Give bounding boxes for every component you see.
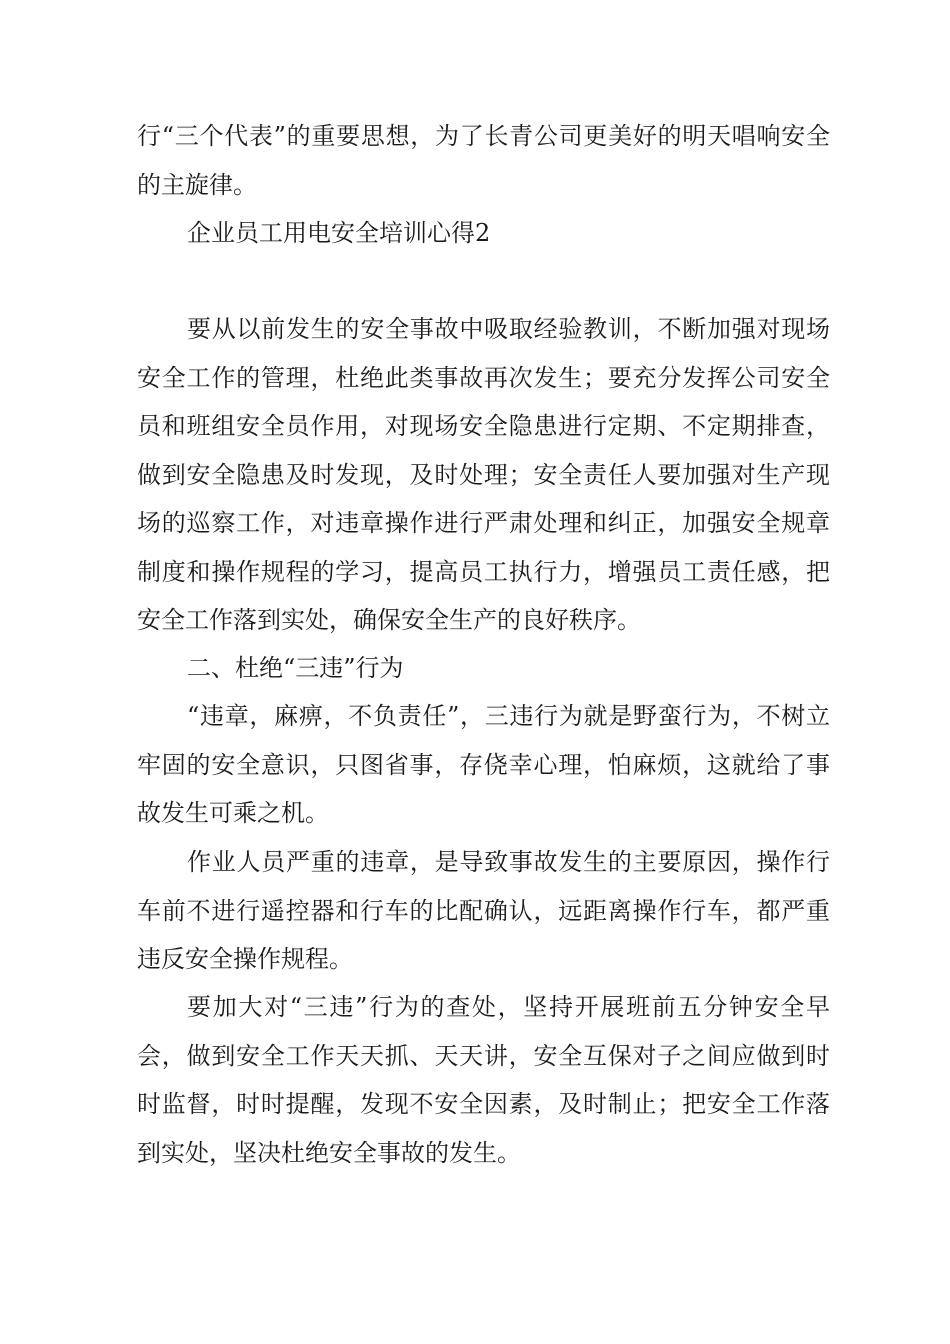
paragraph-body: 作业人员严重的违章，是导致事故发生的主要原因，操作行车前不进行遥控器和行车的比配确认，远距离操作行车，都严重违反安全操作规程。	[137, 848, 830, 973]
paragraph-continuation: 行“三个代表”的重要思想，为了长青公司更美好的明天唱响安全的主旋律。	[137, 122, 830, 199]
paragraph-body: 要加大对“三违”行为的查处，坚持开展班前五分钟安全早会，做到安全工作天天抓、天天讲，安全互保对子之间应做到时时监督，时时提醒，发现不安全因素，及时制止；把安全工作落到实处，坚决杜绝安全事故的发生。	[137, 993, 830, 1167]
section-title: 企业员工用电安全培训心得2	[187, 219, 491, 247]
paragraph-body: “违章，麻痹，不负责任”，三违行为就是野蛮行为，不树立牢固的安全意识，只图省事，存侥幸心理，怕麻烦，这就给了事故发生可乘之机。	[137, 702, 830, 827]
paragraph-body: 要从以前发生的安全事故中吸取经验教训，不断加强对现场安全工作的管理，杜绝此类事故再次发生；要充分发挥公司安全员和班组安全员作用，对现场安全隐患进行定期、不定期排查，做到安全隐患及时发现，及时处理；安全责任人要加强对生产现场的巡察工作，对违章操作进行严肃处理和纠正，加强安全规章制度和操作规程的学习，提高员工执行力，增强员工责任感，把安全工作落到实处，确保安全生产的良好秩序。	[137, 315, 830, 634]
section-heading: 二、杜绝“三违”行为	[187, 654, 404, 682]
